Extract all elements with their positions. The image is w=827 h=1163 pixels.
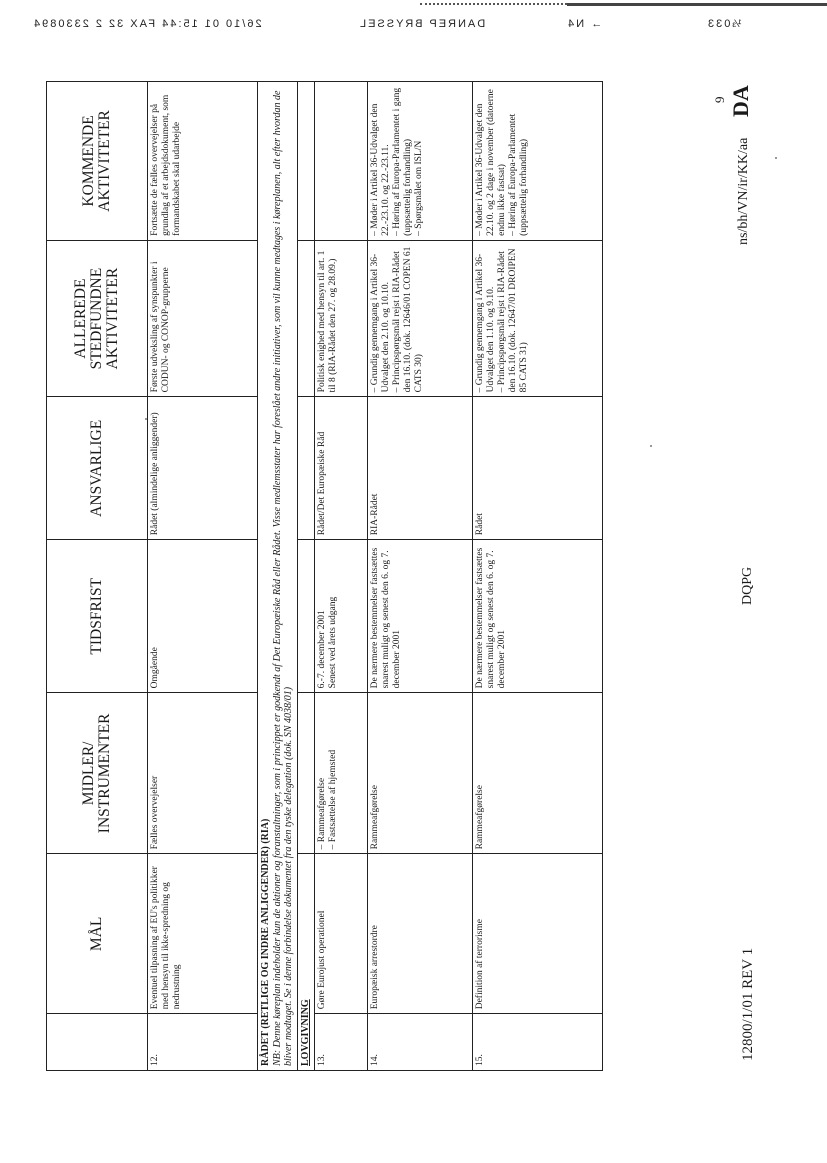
- section-row: [258, 82, 298, 1071]
- empty-cell: [297, 240, 314, 397]
- header-mal: MÅL: [47, 854, 148, 1014]
- row-number: 14.: [367, 1014, 472, 1071]
- document-reference: 12800/1/01 REV 1: [740, 947, 756, 1061]
- cell-tidsfrist: Omgående: [148, 540, 258, 693]
- cell-kommende: – Møder i Artikel 36-Udvalget den 22.10. og 2 dage i november (datoerne endnu ikke fastsat) – Høring af Europa-Parlamentet (uppsættelig forhandling): [472, 82, 602, 241]
- section-title: RÅDET (RETLIGE OG INDRE ANLIGGENDER) (RIA): [260, 818, 271, 1066]
- row-number: 12.: [148, 1014, 258, 1071]
- cell-instrumenter: Rammeafgørelse: [367, 693, 472, 854]
- fax-counter: ⅓033: [706, 18, 742, 30]
- section-note: NB: Denne køreplan indeholder kun de aktioner og foranstaltninger, som i princippet er godkendt af Det Europæiske Råd eller Rådet. Visse medlemsstater har foreslået andre initiativer, som vil kunne medtages i køreplanen, alt efter hvordan de bliver modtaget. Se i denne forbindelse dokumentet fra den tyske delegation (dok. SN 4038/01): [271, 90, 294, 1066]
- cell-instrumenter: – Rammeafgørelse – Fastsættelse af hjemsted: [314, 693, 367, 854]
- header-allerede: ALLEREDE STEDFUNDNE AKTIVITETER: [47, 240, 148, 397]
- cell-mal: Europæisk arrestordre: [367, 854, 472, 1014]
- header-tidsfrist: TIDSFRIST: [47, 540, 148, 693]
- page-number: 9: [712, 96, 727, 103]
- header-nr: [47, 1014, 148, 1071]
- cell-ansvarlige: Rådet (almindelige anliggender): [148, 397, 258, 540]
- subsection-row: [297, 82, 314, 1071]
- row-number: 13.: [314, 1014, 367, 1071]
- cell-mal: Eventuel tilpasning af EU's politikker med hensyn til ikke-spredning og nedrustning: [148, 854, 258, 1014]
- header-instrumenter: MIDLER/ INSTRUMENTER: [47, 693, 148, 854]
- cell-kommende: [314, 82, 367, 241]
- language-code: DA: [728, 85, 753, 117]
- empty-cell: [297, 693, 314, 854]
- cell-kommende: – Møder i Artikel 36-Udvalget den 22.-23.10. og 22.-23.11. – Høring af Europa-Parlamentet i gang (uppsættelig forhandling) – Spørgsmålet om ISL/N: [367, 82, 472, 241]
- cell-allerede: – Grundig gennemgang i Artikel 36-Udvalget den 2.10. og 10.10. – Principspørgsmål rejst i RIA-Rådet den 16.10. (dok. 12646/01 COPEN 61 CATS 30): [367, 240, 472, 397]
- row-number: 15.: [472, 1014, 602, 1071]
- fax-datetime: 26/10 01 15:44 FAX 32 2 2330894: [32, 18, 262, 30]
- table-row: [148, 82, 258, 1071]
- cell-allerede: Første udveksling af synspunkter i CODUN- og CONOP-grupperne: [148, 240, 258, 397]
- cell-kommende: Fortsætte de fælles overvejelser på grundlag af et arbejdsdokument, som formandskabet skal udarbejde: [148, 82, 258, 241]
- cell-instrumenter: Rammeafgørelse: [472, 693, 602, 854]
- cell-instrumenter: Fælles overvejelser: [148, 693, 258, 854]
- header-kommende: KOMMENDE AKTIVITETER: [47, 82, 148, 241]
- table-row: [472, 82, 602, 1071]
- cell-ansvarlige: Rådet: [472, 397, 602, 540]
- table-row: [314, 82, 367, 1071]
- table-row: [367, 82, 472, 1071]
- fax-page-code: → N4: [566, 18, 603, 30]
- unit-code: DQPG: [740, 566, 755, 605]
- cell-tidsfrist: De nærmere bestemmelser fastsættes snarest muligt og senest den 6. og 7. december 2001: [472, 540, 602, 693]
- section-cell: [258, 82, 298, 1071]
- cell-tidsfrist: 6.-7. december 2001 Senest ved årets udgang: [314, 540, 367, 693]
- cell-tidsfrist: De nærmere bestemmelser fastsættes snarest muligt og senest den 6. og 7. december 2001: [367, 540, 472, 693]
- empty-cell: [297, 82, 314, 241]
- cell-mal: Gøre Eurojust operationel: [314, 854, 367, 1014]
- fax-sender: DANREP BRYSSEL: [358, 18, 486, 30]
- empty-cell: [297, 540, 314, 693]
- cell-allerede: Politisk enighed med hensyn til art. 1 til 8 (RIA-Rådet den 27. og 28.09.): [314, 240, 367, 397]
- header-ansvarlige: ANSVARLIGE: [47, 397, 148, 540]
- cell-ansvarlige: Rådet/Det Europæiske Råd: [314, 397, 367, 540]
- agenda-table: [46, 81, 603, 1071]
- cell-ansvarlige: RIA-Rådet: [367, 397, 472, 540]
- cell-allerede: – Grundig gennemgang i Artikel 36-Udvalget den 1.10. og 9.10. – Principspørgsmål rejst i RIA-Rådet den 16.10. (dok. 12647/01 DROIPEN 85 CATS 31): [472, 240, 602, 397]
- cell-mal: Definition af terrorisme: [472, 854, 602, 1014]
- typist-initials: ns/bh/VN/ir/KK/aa: [736, 137, 751, 245]
- subsection-title: LOVGIVNING: [297, 854, 314, 1071]
- table-header-row: [47, 82, 148, 1071]
- empty-cell: [297, 397, 314, 540]
